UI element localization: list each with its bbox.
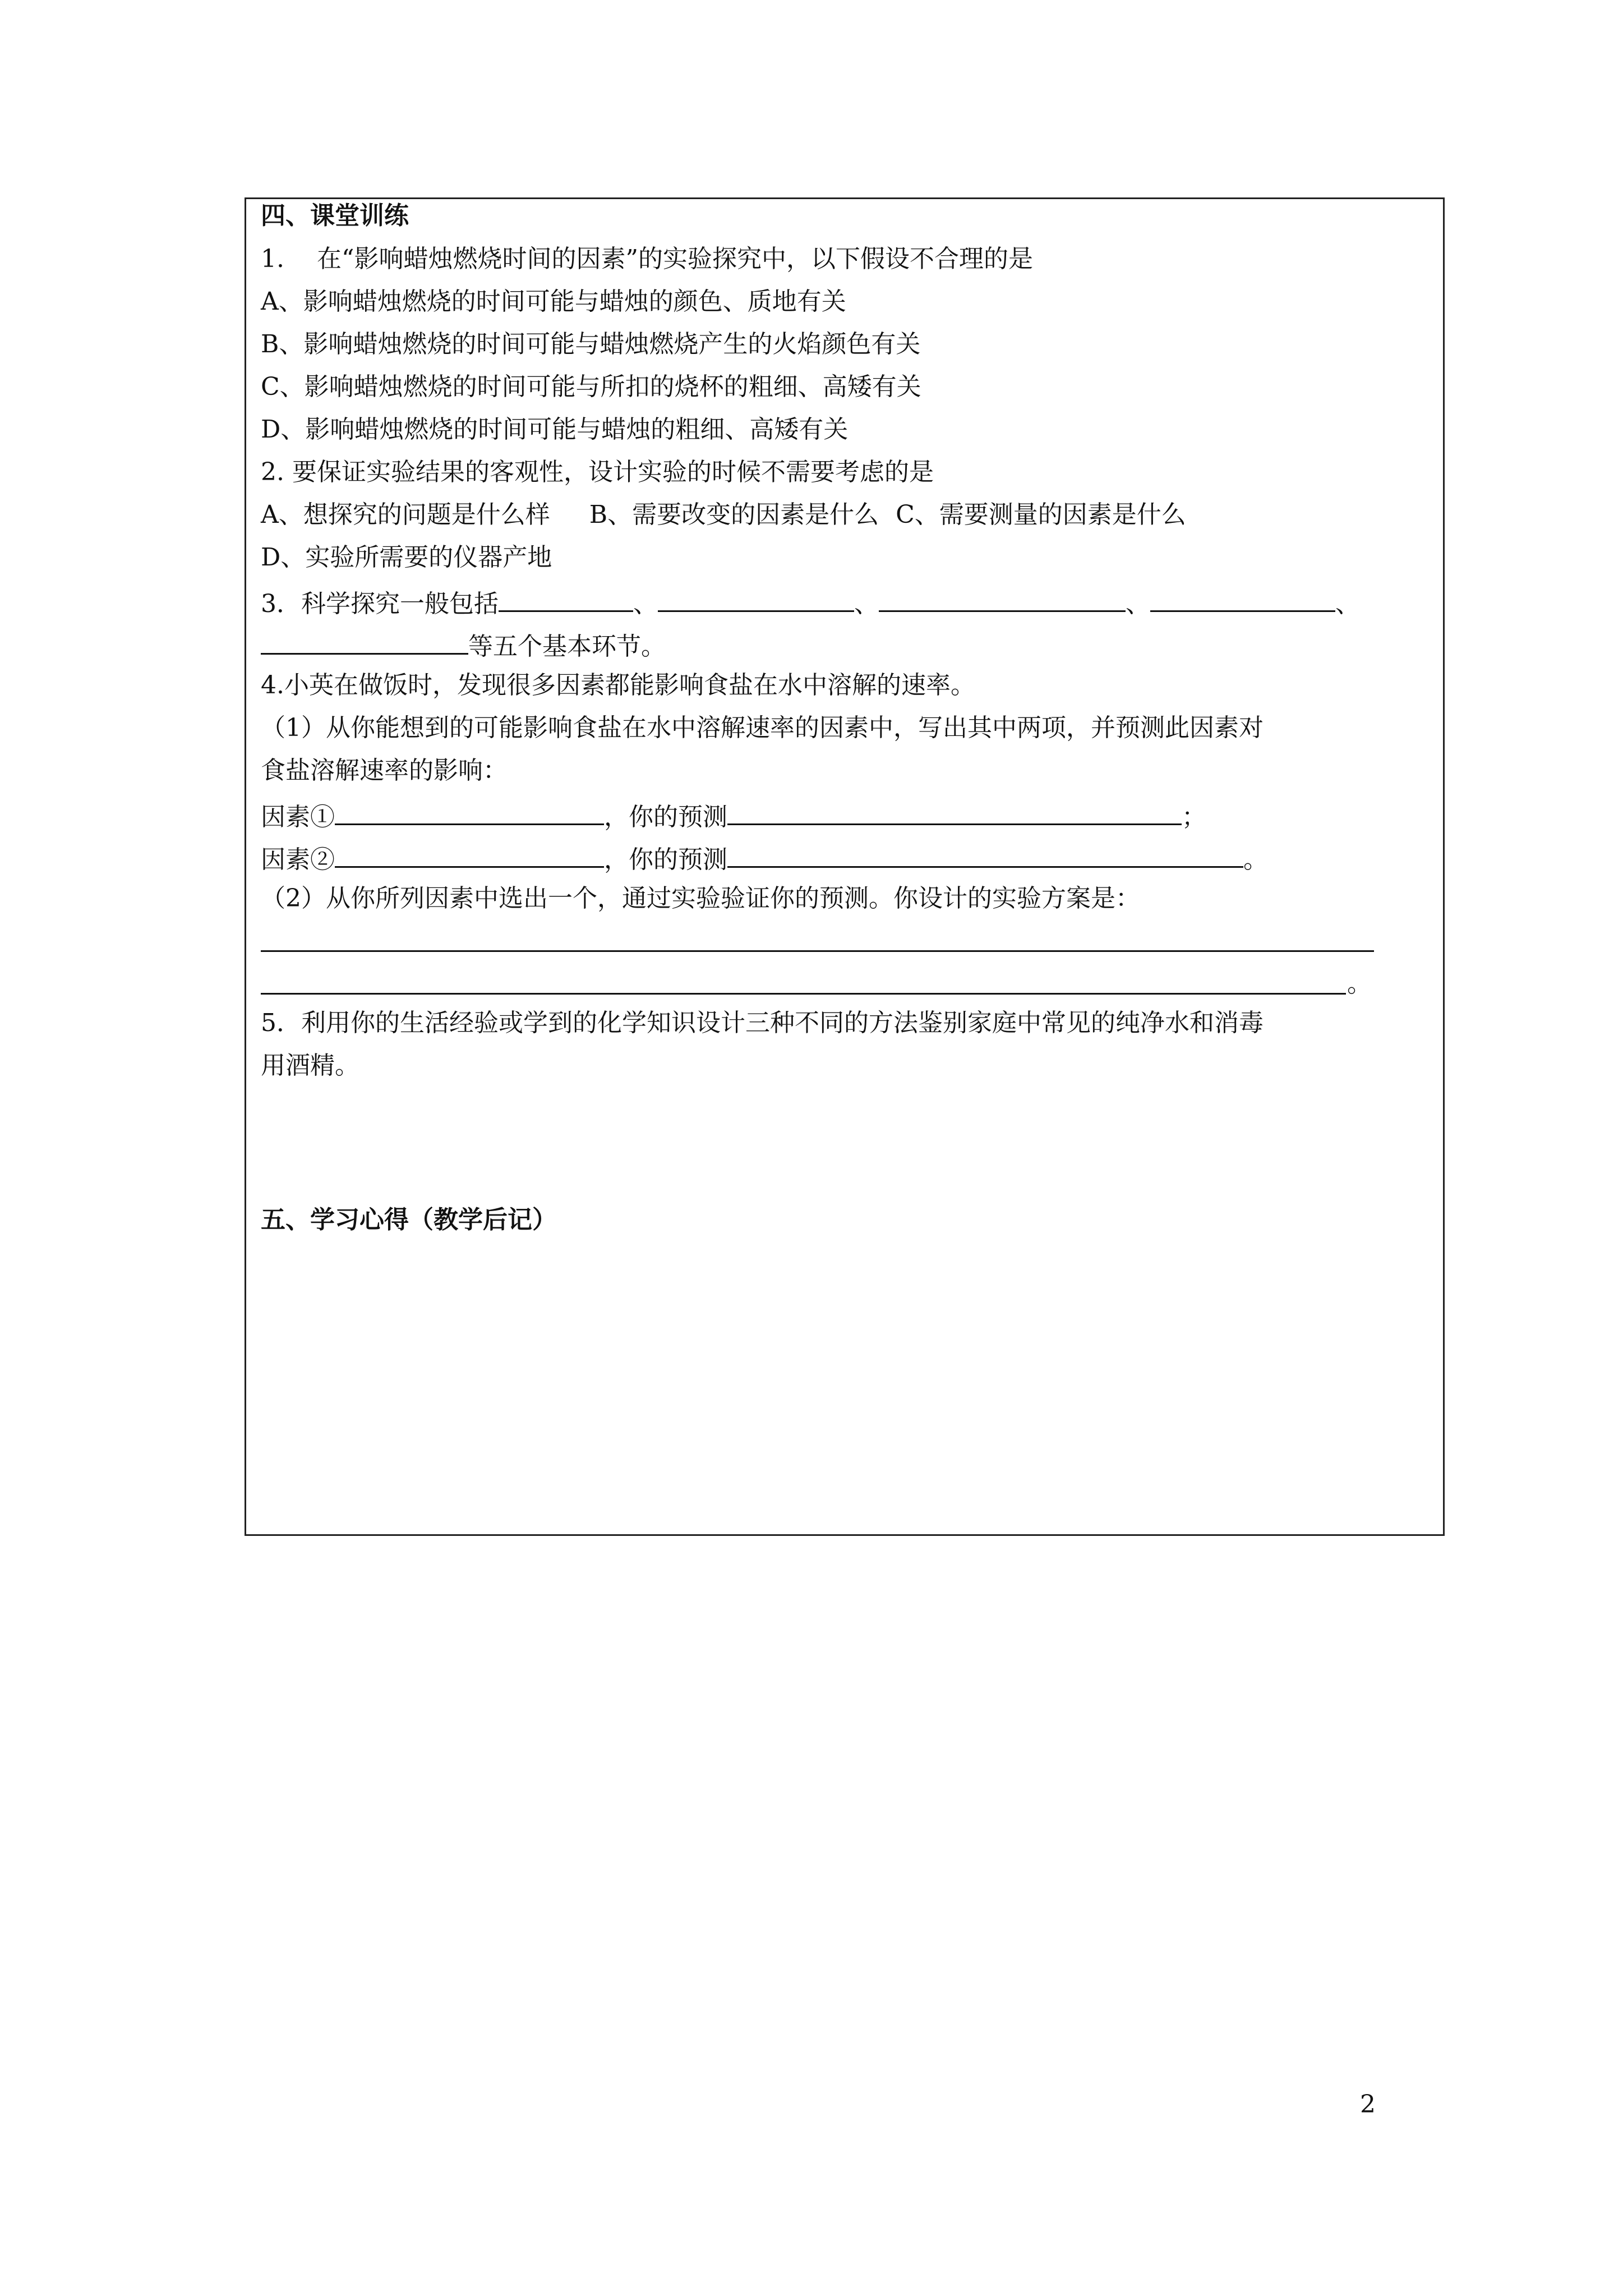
question-4-part-2: （2）从你所列因素中选出一个，通过实验验证你的预测。你设计的实验方案是： [261,884,1140,913]
factor-2-blank[interactable] [335,839,604,868]
question-3-line-2 [261,626,666,664]
question-2-option-a: A、想探究的问题是什么样 [261,500,550,529]
factor-1-blank[interactable] [335,797,604,825]
section-5-title: 五、学习心得（教学后记） [261,1205,557,1234]
question-1-option-a: A、影响蜡烛燃烧的时间可能与蜡烛的颜色、质地有关 [261,287,846,316]
question-3-tail: 等五个基本环节。 [468,632,666,661]
prediction-label: ，你的预测 [604,845,727,874]
separator: 、 [1126,590,1150,618]
question-1-option-b: B、影响蜡烛燃烧的时间可能与蜡烛燃烧产生的火焰颜色有关 [261,330,921,358]
semicolon: ； [1182,803,1206,831]
section-4-title: 四、课堂训练 [261,201,409,230]
question-5-line-2: 用酒精。 [261,1051,359,1080]
answer-end-period: 。 [1347,969,1372,998]
question-2-stem: 2. 要保证实验结果的客观性，设计实验的时候不需要考虑的是 [261,458,934,486]
prediction-2-blank[interactable] [727,839,1243,868]
question-4-part-1-line-1: （1）从你能想到的可能影响食盐在水中溶解速率的因素中，写出其中两项，并预测此因素对 [261,714,1264,742]
factor-2-label: 因素② [261,845,335,874]
answer-line[interactable] [261,950,1374,952]
answer-blank[interactable] [499,583,633,612]
prediction-1-blank[interactable] [727,797,1182,825]
answer-blank[interactable] [658,583,854,612]
question-2-option-d: D、实验所需要的仪器产地 [261,543,552,572]
separator: 、 [854,590,879,618]
question-2-option-b: B、需要改变的因素是什么 [589,500,879,529]
question-2-options-row [261,498,1186,532]
factor-1-row [261,797,1206,834]
prediction-label: ，你的预测 [604,803,727,831]
answer-blank[interactable] [879,583,1126,612]
separator: 、 [633,590,658,618]
question-3-line-1 [261,583,1360,621]
period: 。 [1243,845,1268,874]
answer-blank[interactable] [261,626,468,655]
question-1-stem: 1. 在“影响蜡烛燃烧时间的因素”的实验探究中，以下假设不合理的是 [261,245,1033,273]
factor-1-label: 因素① [261,803,335,831]
question-3-stem: 3．科学探究一般包括 [261,590,499,618]
question-4-part-1-line-2: 食盐溶解速率的影响： [261,756,508,785]
page-number: 2 [1360,2090,1376,2119]
answer-line[interactable] [261,993,1346,995]
question-4-stem: 4.小英在做饭时，发现很多因素都能影响食盐在水中溶解的速率。 [261,671,975,700]
answer-blank[interactable] [1150,583,1335,612]
question-2-option-c: C、需要测量的因素是什么 [896,500,1186,529]
separator: 、 [1335,590,1360,618]
question-1-option-d: D、影响蜡烛燃烧的时间可能与蜡烛的粗细、高矮有关 [261,415,849,444]
question-5-line-1: 5．利用你的生活经验或学到的化学知识设计三种不同的方法鉴别家庭中常见的纯净水和消毒 [261,1009,1264,1037]
factor-2-row [261,839,1268,877]
question-1-option-c: C、影响蜡烛燃烧的时间可能与所扣的烧杯的粗细、高矮有关 [261,372,921,401]
